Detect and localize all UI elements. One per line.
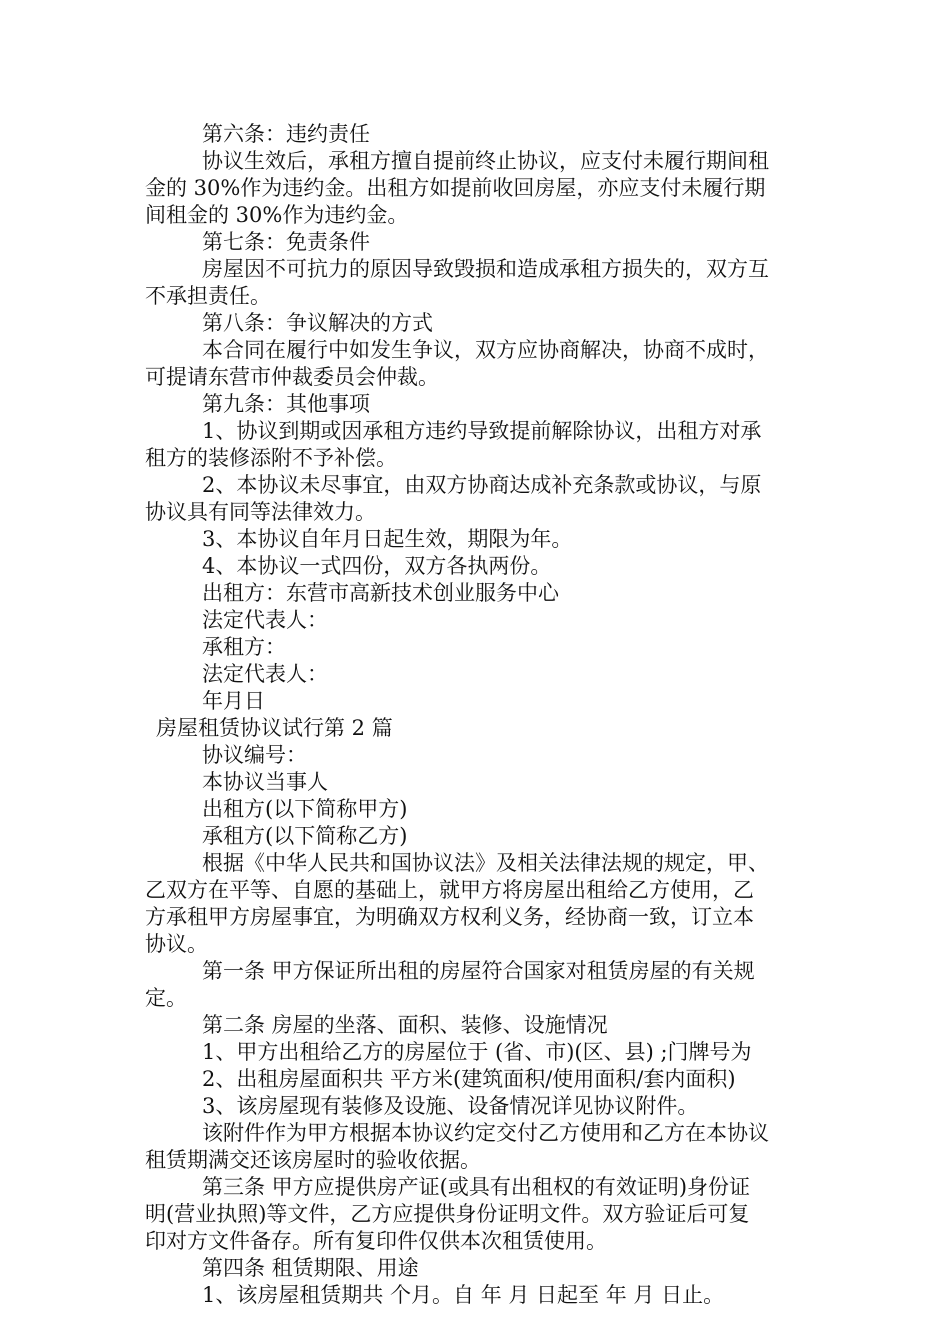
text-line: 承租方： [202, 635, 286, 659]
text-line: 间租金的 30%作为违约金。 [145, 203, 409, 227]
text-line: 协议编号： [202, 743, 307, 767]
text-line: 4、本协议一式四份，双方各执两份。 [202, 554, 552, 578]
text-line: 第三条 甲方应提供房产证(或具有出租权的有效证明)身份证 [202, 1175, 751, 1199]
text-line: 承租方(以下简称乙方) [202, 824, 408, 848]
text-line: 3、该房屋现有装修及设施、设备情况详见协议附件。 [202, 1094, 699, 1118]
text-line: 第七条：免责条件 [202, 230, 370, 254]
text-line: 1、协议到期或因承租方违约导致提前解除协议，出租方对承 [202, 419, 762, 443]
text-line: 租赁期满交还该房屋时的验收依据。 [145, 1148, 481, 1172]
document-page [145, 121, 810, 1309]
text-line: 1、甲方出租给乙方的房屋位于 (省、市)(区、县) ;门牌号为 [202, 1040, 752, 1064]
text-line: 房屋因不可抗力的原因导致毁损和造成承租方损失的，双方互 [202, 257, 769, 281]
text-line: 根据《中华人民共和国协议法》及相关法律法规的规定，甲、 [202, 851, 769, 875]
text-line: 乙双方在平等、自愿的基础上，就甲方将房屋出租给乙方使用，乙 [145, 878, 754, 902]
text-line: 第九条：其他事项 [202, 392, 370, 416]
text-line: 出租方(以下简称甲方) [202, 797, 408, 821]
text-line: 年月日 [202, 689, 265, 713]
text-line: 第二条 房屋的坐落、面积、装修、设施情况 [202, 1013, 608, 1037]
text-line: 协议。 [145, 932, 208, 956]
text-line: 本协议当事人 [202, 770, 328, 794]
text-line: 法定代表人： [202, 662, 328, 686]
text-line: 租方的装修添附不予补偿。 [145, 446, 397, 470]
text-line: 协议具有同等法律效力。 [145, 500, 376, 524]
text-line: 第一条 甲方保证所出租的房屋符合国家对租赁房屋的有关规 [202, 959, 755, 983]
text-line: 1、该房屋租赁期共 个月。自 年 月 日起至 年 月 日止。 [202, 1283, 725, 1307]
text-line: 金的 30%作为违约金。出租方如提前收回房屋，亦应支付未履行期 [145, 176, 766, 200]
text-line: 房屋租赁协议试行第 2 篇 [156, 716, 393, 740]
text-line: 印对方文件备存。所有复印件仅供本次租赁使用。 [145, 1229, 607, 1253]
text-line: 第八条：争议解决的方式 [202, 311, 433, 335]
text-line: 明(营业执照)等文件，乙方应提供身份证明文件。双方验证后可复 [145, 1202, 750, 1226]
text-line: 本合同在履行中如发生争议，双方应协商解决，协商不成时， [202, 338, 769, 362]
text-line: 第四条 租赁期限、用途 [202, 1256, 419, 1280]
text-line: 法定代表人： [202, 608, 328, 632]
text-line: 方承租甲方房屋事宜，为明确双方权利义务，经协商一致，订立本 [145, 905, 754, 929]
text-line: 出租方：东营市高新技术创业服务中心 [202, 581, 559, 605]
text-line: 第六条：违约责任 [202, 122, 370, 146]
text-line: 定。 [145, 986, 187, 1010]
text-line: 2、出租房屋面积共 平方米(建筑面积/使用面积/套内面积) [202, 1067, 736, 1091]
text-line: 可提请东营市仲裁委员会仲裁。 [145, 365, 439, 389]
text-line: 协议生效后，承租方擅自提前终止协议，应支付未履行期间租 [202, 149, 769, 173]
text-line: 不承担责任。 [145, 284, 271, 308]
text-line: 2、本协议未尽事宜，由双方协商达成补充条款或协议，与原 [202, 473, 762, 497]
text-line: 该附件作为甲方根据本协议约定交付乙方使用和乙方在本协议 [202, 1121, 769, 1145]
text-line: 3、本协议自年月日起生效，期限为年。 [202, 527, 573, 551]
